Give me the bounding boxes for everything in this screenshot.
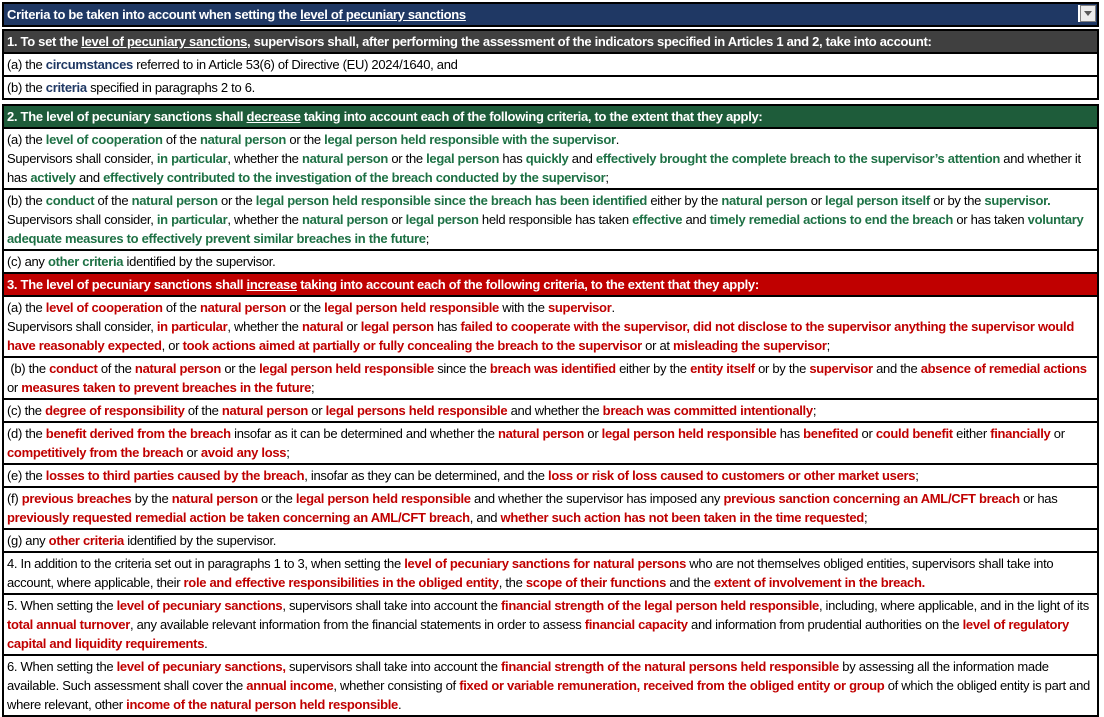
paragraph-3g-text xyxy=(7,531,1094,550)
text-segment: natural person xyxy=(721,193,808,208)
text-segment: or xyxy=(388,212,406,227)
text-segment: avoid any loss xyxy=(200,445,287,460)
text-segment: of the xyxy=(162,300,200,315)
text-segment: ; xyxy=(915,468,919,483)
text-segment: either by the xyxy=(615,361,691,376)
paragraph-3-header-text xyxy=(7,275,1094,294)
text-segment: 3. The level of pecuniary sanctions shall xyxy=(7,277,247,292)
text-segment: by assessing all the information made available. Such assessment shall cover the xyxy=(7,659,1053,693)
text-segment: entity itself xyxy=(690,361,755,376)
text-segment: ; xyxy=(605,170,609,185)
text-segment: or xyxy=(343,319,361,334)
text-segment: natural person xyxy=(199,300,287,315)
text-segment: natural person xyxy=(301,151,389,166)
paragraph-1b xyxy=(2,75,1099,100)
text-segment: benefit derived from the breach xyxy=(45,426,231,441)
text-segment: Supervisors shall consider, xyxy=(7,319,157,334)
text-segment: natural person xyxy=(131,193,218,208)
text-segment: legal person xyxy=(426,151,500,166)
text-segment: losses to third parties caused by the breach xyxy=(45,468,305,483)
text-segment: by the xyxy=(131,491,172,506)
paragraph-2c-text xyxy=(7,252,1094,271)
text-segment: insofar as it can be determined and whether the xyxy=(230,426,498,441)
text-segment: , whether the xyxy=(227,151,302,166)
text-segment: identified by the supervisor. xyxy=(123,254,276,269)
text-segment: , whether the xyxy=(227,212,302,227)
text-segment: or by the xyxy=(929,193,985,208)
text-segment: (c) the xyxy=(7,403,46,418)
text-segment: supervisors shall take into account the xyxy=(285,659,501,674)
text-segment: breach was committed intentionally xyxy=(602,403,813,418)
text-segment: (b) the xyxy=(7,80,46,95)
text-segment: 5. When setting the xyxy=(7,598,117,613)
text-segment: natural person xyxy=(301,212,389,227)
text-segment: with the xyxy=(498,300,548,315)
text-segment: could benefit xyxy=(875,426,953,441)
text-segment: or xyxy=(584,426,602,441)
text-segment: . xyxy=(611,300,615,315)
text-segment: financial capacity xyxy=(584,617,688,632)
text-segment: quickly xyxy=(525,151,569,166)
text-segment: circumstances xyxy=(45,57,133,72)
paragraph-3d-text xyxy=(7,424,1094,462)
text-segment: competitively from the breach xyxy=(7,445,184,460)
text-segment: 6. When setting the xyxy=(7,659,117,674)
text-segment: criteria xyxy=(45,80,87,95)
text-segment: , including, where applicable, and in the light of its xyxy=(818,598,1093,613)
paragraph-3a-text xyxy=(7,298,1094,355)
text-segment: or xyxy=(183,445,201,460)
paragraph-3e xyxy=(2,463,1099,488)
text-segment: and whether the xyxy=(507,403,603,418)
text-segment: taking into account each of the following criteria, to the extent that they apply: xyxy=(296,277,759,292)
text-segment: or the xyxy=(221,361,260,376)
text-segment: ; xyxy=(812,403,817,418)
text-segment: level of cooperation xyxy=(45,132,163,147)
text-segment: (c) any xyxy=(7,254,48,269)
text-segment: , and xyxy=(469,510,501,525)
text-segment: (b) the xyxy=(7,361,50,376)
text-segment: breach was identified xyxy=(489,361,616,376)
paragraph-2b xyxy=(2,188,1099,251)
text-segment: degree of responsibility xyxy=(45,403,185,418)
text-segment: (g) any xyxy=(7,533,49,548)
text-segment: total annual turnover xyxy=(7,617,130,632)
text-segment: or xyxy=(1050,426,1069,441)
paragraph-3c-text xyxy=(7,401,1094,420)
text-segment: 4. In addition to the criteria set out in paragraphs 1 to 3, when setting the xyxy=(7,556,405,571)
text-segment: natural person xyxy=(497,426,585,441)
text-segment: ; xyxy=(826,338,830,353)
text-segment: ; xyxy=(425,231,430,246)
text-segment: in particular xyxy=(156,319,228,334)
paragraph-3b-text xyxy=(7,359,1094,397)
text-segment: previous sanction concerning an AML/CFT breach xyxy=(723,491,1020,506)
text-segment: , insofar as they can be determined, and the xyxy=(304,468,549,483)
text-segment: and xyxy=(75,170,104,185)
paragraph-1a xyxy=(2,52,1099,77)
text-segment: natural person xyxy=(199,132,287,147)
paragraph-4-text xyxy=(7,554,1094,592)
text-segment: either xyxy=(952,426,991,441)
text-segment: or has xyxy=(1019,491,1061,506)
text-segment: financial strength of the legal person held responsible xyxy=(500,598,819,613)
text-segment: or the xyxy=(388,151,427,166)
text-segment: increase xyxy=(246,277,297,292)
text-segment: and whether it has xyxy=(7,151,1085,185)
text-segment: financial strength of the natural persons held responsible xyxy=(500,659,839,674)
text-segment: ; xyxy=(311,380,315,395)
text-segment: legal person itself xyxy=(825,193,930,208)
text-segment: or by the xyxy=(754,361,810,376)
text-segment: financially xyxy=(990,426,1051,441)
text-segment: and xyxy=(682,212,710,227)
text-segment: or the xyxy=(286,300,325,315)
text-segment: effectively contributed to the investigation of the breach conducted by the supervisor xyxy=(103,170,606,185)
text-segment: . xyxy=(397,697,402,712)
paragraph-3a xyxy=(2,295,1099,358)
table-title-row-text xyxy=(7,5,1094,24)
text-segment: benefited xyxy=(803,426,859,441)
text-segment: decrease xyxy=(246,109,301,124)
table-title-row xyxy=(2,2,1099,27)
text-segment: has xyxy=(499,151,526,166)
text-segment: identified by the supervisor. xyxy=(123,533,277,548)
text-segment: scope of their functions xyxy=(525,575,667,590)
text-segment: timely remedial actions to end the breach xyxy=(709,212,954,227)
text-segment: , the xyxy=(498,575,526,590)
text-segment: specified in paragraphs 2 to 6. xyxy=(86,80,255,95)
text-segment: role and effective responsibilities in the obliged entity xyxy=(183,575,499,590)
paragraph-3e-text xyxy=(7,466,1094,485)
text-segment: level of pecuniary sanctions xyxy=(116,598,283,613)
text-segment: legal person held responsible xyxy=(259,361,434,376)
text-segment: took actions aimed at partially or fully concealing the breach to the supervisor xyxy=(182,338,642,353)
text-segment: level of regulatory capital and liquidity requirements xyxy=(7,617,1073,651)
paragraph-1a-text xyxy=(7,55,1094,74)
text-segment: natural person xyxy=(171,491,258,506)
chevron-down-icon xyxy=(1084,11,1092,16)
text-segment: in particular xyxy=(156,212,228,227)
text-segment: Criteria to be taken into account when setting the xyxy=(7,7,301,22)
text-segment: legal person xyxy=(405,212,479,227)
paragraph-4 xyxy=(2,551,1099,595)
text-segment: , supervisors shall take into account the xyxy=(282,598,501,613)
text-segment: , whether the xyxy=(227,319,302,334)
paragraph-1b-text xyxy=(7,78,1094,97)
text-segment: of the xyxy=(162,132,200,147)
text-segment: conduct xyxy=(45,193,95,208)
text-segment: , any available relevant information from the financial statements in order to assess xyxy=(130,617,585,632)
text-segment: fixed or variable remuneration, received from the obliged entity or group xyxy=(459,678,885,693)
filter-dropdown-button[interactable] xyxy=(1080,5,1096,22)
paragraph-3g xyxy=(2,528,1099,553)
text-segment: loss or risk of loss caused to customers or other market users xyxy=(548,468,916,483)
text-segment: and the xyxy=(872,361,921,376)
text-segment: failed to cooperate with the supervisor, did not disclose to the supervisor anything the supervisor would have reasonably expected xyxy=(7,319,1078,353)
paragraph-1-header-text xyxy=(7,32,1094,51)
text-segment: of the xyxy=(94,193,132,208)
text-segment: ; xyxy=(286,445,290,460)
paragraph-2b-text xyxy=(7,191,1094,248)
text-segment: level of pecuniary sanctions xyxy=(81,34,248,49)
text-segment: and xyxy=(568,151,596,166)
text-segment: extent of involvement in the breach. xyxy=(713,575,925,590)
text-segment: voluntary adequate measures to effectively prevent similar breaches in the future xyxy=(7,212,1087,246)
text-segment: other criteria xyxy=(48,533,124,548)
paragraph-5 xyxy=(2,593,1099,656)
paragraph-3-header xyxy=(2,272,1099,297)
text-segment: misleading the supervisor xyxy=(673,338,827,353)
criteria-table xyxy=(2,2,1099,717)
text-segment: has xyxy=(433,319,461,334)
paragraph-2-header xyxy=(2,104,1099,129)
text-segment: . xyxy=(204,636,208,651)
paragraph-3f-text xyxy=(7,489,1094,527)
text-segment: level of pecuniary sanctions xyxy=(300,7,466,22)
text-segment: or the xyxy=(257,491,296,506)
text-segment: either by the xyxy=(647,193,722,208)
text-segment: previously requested remedial action be taken concerning an AML/CFT breach xyxy=(7,510,470,525)
paragraph-2a-text xyxy=(7,130,1094,187)
text-segment: level of pecuniary sanctions, xyxy=(116,659,286,674)
paragraph-5-text xyxy=(7,596,1094,653)
paragraph-2-header-text xyxy=(7,107,1094,126)
text-segment: (a) the xyxy=(7,57,46,72)
text-segment: legal persons held responsible xyxy=(325,403,508,418)
text-segment: (e) the xyxy=(7,468,46,483)
text-segment: held responsible has taken xyxy=(478,212,633,227)
text-segment: has xyxy=(776,426,804,441)
text-segment: effectively brought the complete breach to the supervisor’s attention xyxy=(595,151,1000,166)
text-segment: referred to in Article 53(6) of Directive (EU) 2024/1640, and xyxy=(132,57,458,72)
paragraph-1-header xyxy=(2,29,1099,54)
text-segment: measures taken to prevent breaches in the future xyxy=(21,380,312,395)
text-segment: natural person xyxy=(134,361,222,376)
text-segment: of which the obliged entity is part and where relevant, other xyxy=(7,678,1094,712)
text-segment: supervisor. xyxy=(984,193,1051,208)
text-segment: legal person held responsible xyxy=(324,300,499,315)
text-segment: 1. To set the xyxy=(7,34,82,49)
text-segment: annual income xyxy=(246,678,334,693)
text-segment: or xyxy=(858,426,876,441)
text-segment: legal person held responsible xyxy=(601,426,777,441)
text-segment: or xyxy=(807,193,826,208)
text-segment: of the xyxy=(184,403,222,418)
paragraph-6 xyxy=(2,654,1099,717)
text-segment: Supervisors shall consider, xyxy=(7,212,157,227)
text-segment: conduct xyxy=(49,361,98,376)
text-segment: (b) the xyxy=(7,193,46,208)
text-segment: (a) the xyxy=(7,132,46,147)
text-segment: who are not themselves obliged entities, supervisors shall take into account, where applicable, their xyxy=(7,556,1057,590)
text-segment: legal person xyxy=(360,319,434,334)
text-segment: or has taken xyxy=(953,212,1028,227)
text-segment: since the xyxy=(433,361,490,376)
text-segment: supervisor xyxy=(809,361,873,376)
text-segment: or at xyxy=(641,338,674,353)
text-segment: or xyxy=(7,361,1091,395)
text-segment: income of the natural person held responsible xyxy=(126,697,398,712)
text-segment: level of pecuniary sanctions for natural persons xyxy=(404,556,686,571)
paragraph-2c xyxy=(2,249,1099,274)
text-segment: legal person held responsible xyxy=(295,491,471,506)
paragraph-6-text xyxy=(7,657,1094,714)
paragraph-2a xyxy=(2,127,1099,190)
text-segment: , supervisors shall, after performing the assessment of the indicators specified in Articles 1 and 2, take into account: xyxy=(247,34,932,49)
text-segment: and the xyxy=(666,575,714,590)
text-segment: (d) the xyxy=(7,426,46,441)
text-segment: or xyxy=(307,403,326,418)
text-segment: supervisor xyxy=(547,300,612,315)
text-segment: (f) xyxy=(7,491,22,506)
text-segment: or the xyxy=(286,132,325,147)
text-segment: 2. The level of pecuniary sanctions shall xyxy=(7,109,247,124)
text-segment: . xyxy=(615,132,620,147)
text-segment: effective xyxy=(632,212,683,227)
text-segment: or the xyxy=(217,193,256,208)
text-segment: natural xyxy=(301,319,344,334)
text-segment: previous breaches xyxy=(21,491,132,506)
paragraph-3c xyxy=(2,398,1099,423)
paragraph-3d xyxy=(2,421,1099,465)
text-segment: of the xyxy=(97,361,135,376)
text-segment: whether such action has not been taken in the time requested xyxy=(500,510,864,525)
text-segment: natural person xyxy=(221,403,308,418)
text-segment: other criteria xyxy=(47,254,124,269)
text-segment: level of cooperation xyxy=(45,300,163,315)
text-segment: Supervisors shall consider, xyxy=(7,151,157,166)
text-segment: legal person held responsible since the breach has been identified xyxy=(255,193,648,208)
text-segment: and whether the supervisor has imposed any xyxy=(470,491,724,506)
text-segment: ; xyxy=(863,510,868,525)
paragraph-3f xyxy=(2,486,1099,530)
text-segment: absence of remedial actions xyxy=(920,361,1087,376)
text-segment: in particular xyxy=(156,151,228,166)
text-segment: and information from prudential authorities on the xyxy=(687,617,963,632)
text-segment: , whether consisting of xyxy=(333,678,460,693)
text-segment: (a) the xyxy=(7,300,46,315)
text-segment: actively xyxy=(30,170,76,185)
text-segment: taking into account each of the following criteria, to the extent that they apply: xyxy=(300,109,763,124)
text-segment: legal person held responsible with the supervisor xyxy=(324,132,616,147)
text-segment: , or xyxy=(161,338,183,353)
paragraph-3b xyxy=(2,356,1099,400)
